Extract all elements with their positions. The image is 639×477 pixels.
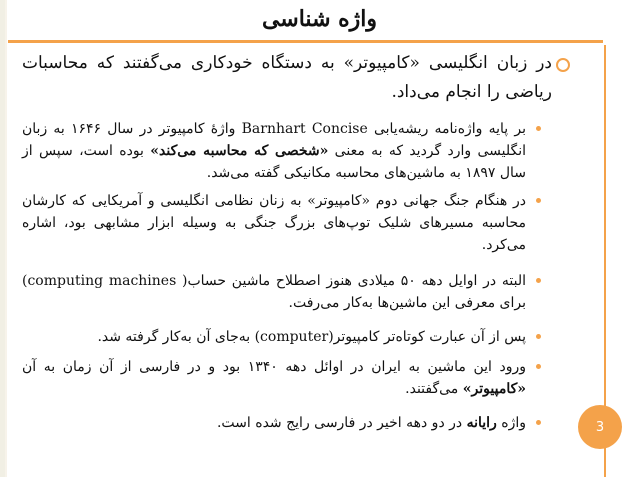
bullet-text: ورود این ماشین به ایران در اوائل دهه ۱۳۴۰ بود و در فارسی از آن زمان به آن xyxy=(22,359,526,375)
bullet-item xyxy=(22,356,526,400)
bullet-text: می‌گفتند. xyxy=(405,381,463,397)
bullet-text: در هنگام جنگ جهانی دوم «کامپیوتر» به زنان نظامی انگلیسی و آمریکایی که کارشان محاسبه مسیرهای شلیک توپ‌های بزرگ جنگی به وسیله ابزار مشابهی بود، اشاره می‌کرد. xyxy=(22,193,526,253)
bullet-bold: «شخصی که محاسبه می‌کند» xyxy=(150,143,329,159)
bullet-bold: رایانه xyxy=(466,415,497,431)
bullet-text: واژه xyxy=(496,415,526,431)
bullet-item xyxy=(22,190,526,256)
intro-paragraph: در زبان انگلیسی «کامپیوتر» به دستگاه خودکاری می‌گفتند که محاسبات ریاضی را انجام می‌داد. xyxy=(22,53,552,102)
bullet-dot-icon xyxy=(536,364,541,369)
bullet-item xyxy=(22,326,526,348)
bullet-text: بر پایه واژه‌نامه ریشه‌یابی Barnhart Concise واژهٔ کامپیوتر در سال ۱۶۴۶ به زبان انگلیسی وارد گردید که به معنی xyxy=(22,121,526,159)
ring-bullet-icon xyxy=(556,58,570,72)
bullet-text: در دو دهه اخیر در فارسی رایج شده است. xyxy=(216,415,467,431)
bullet-dot-icon xyxy=(536,198,541,203)
bullet-dot-icon xyxy=(536,278,541,283)
bullet-dot-icon xyxy=(536,126,541,131)
bullet-dot-icon xyxy=(536,334,541,339)
title-divider xyxy=(8,40,603,43)
page-number-badge: 3 xyxy=(578,405,622,449)
bullet-text: پس از آن عبارت کوتاه‌تر کامپیوتر(computer) به‌جای آن به‌کار گرفته شد. xyxy=(97,329,526,345)
bullet-item xyxy=(22,412,526,434)
bullet-dot-icon xyxy=(536,420,541,425)
bullet-bold: «کامپیوتر» xyxy=(462,381,526,397)
bullet-text: بوده است، سپس از سال ۱۸۹۷ به ماشین‌های محاسبه مکانیکی گفته می‌شد. xyxy=(22,143,526,181)
left-border-inner xyxy=(5,0,7,477)
slide-title: واژه شناسی xyxy=(261,6,378,32)
bullet-item xyxy=(22,270,526,314)
bullet-text: البته در اوایل دهه ۵۰ میلادی هنوز اصطلاح ماشین حساب( computing machines) برای معرفی این ماشین‌ها به‌کار می‌رفت. xyxy=(22,273,527,311)
bullet-item xyxy=(22,118,526,184)
